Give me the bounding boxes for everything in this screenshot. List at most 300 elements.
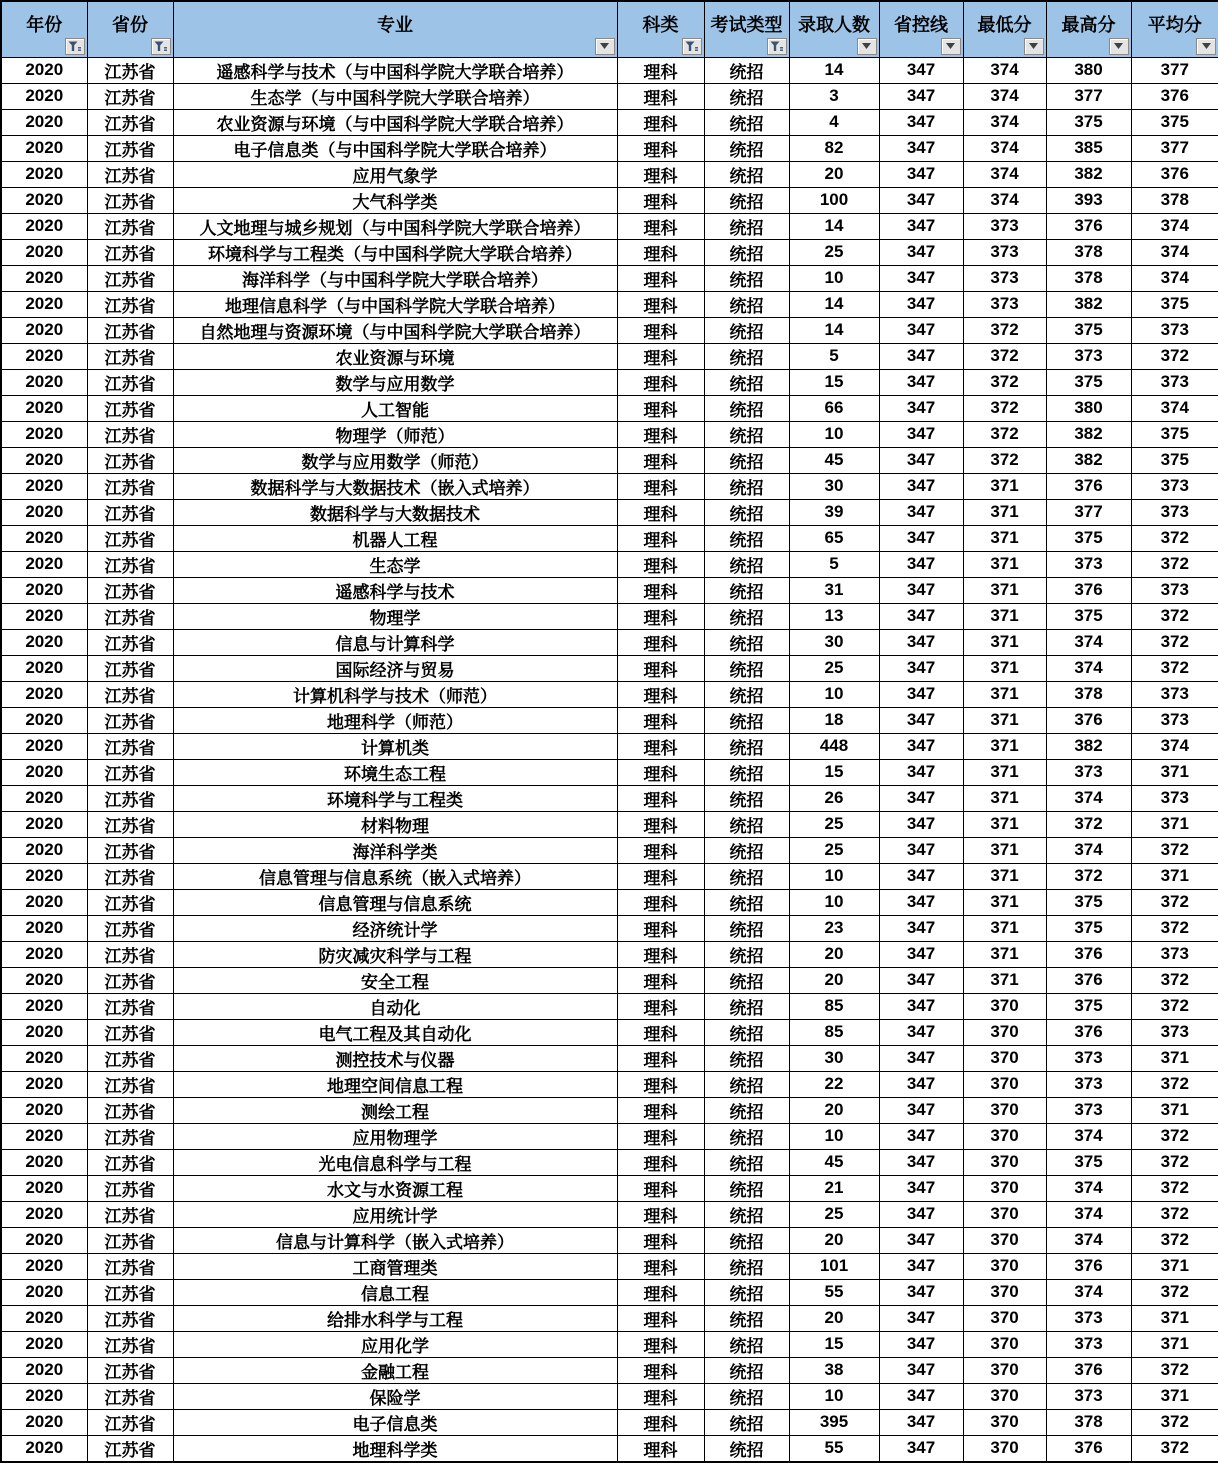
filter-dropdown-button[interactable] [1109, 38, 1129, 55]
cell-min-score: 373 [963, 291, 1046, 317]
cell-admitted: 25 [789, 239, 879, 265]
cell-avg-score: 371 [1131, 1253, 1218, 1279]
cell-major: 农业资源与环境 [173, 343, 617, 369]
cell-province: 江苏省 [87, 83, 173, 109]
cell-province: 江苏省 [87, 109, 173, 135]
cell-major: 自然地理与资源环境（与中国科学院大学联合培养） [173, 317, 617, 343]
cell-province: 江苏省 [87, 57, 173, 83]
cell-avg-score: 377 [1131, 57, 1218, 83]
cell-year: 2020 [1, 733, 87, 759]
cell-major: 信息工程 [173, 1279, 617, 1305]
cell-major: 防灾减灾科学与工程 [173, 941, 617, 967]
cell-major: 国际经济与贸易 [173, 655, 617, 681]
cell-admitted: 15 [789, 759, 879, 785]
cell-avg-score: 373 [1131, 499, 1218, 525]
cell-year: 2020 [1, 1123, 87, 1149]
cell-exam-type: 统招 [704, 161, 789, 187]
table-row [1, 239, 1218, 265]
cell-min-score: 371 [963, 863, 1046, 889]
cell-category: 理科 [617, 1019, 704, 1045]
cell-province-line: 347 [879, 655, 963, 681]
cell-major: 环境科学与工程类 [173, 785, 617, 811]
cell-avg-score: 372 [1131, 1435, 1218, 1462]
column-header-label: 平均分 [1147, 15, 1202, 36]
cell-min-score: 370 [963, 1201, 1046, 1227]
cell-province-line: 347 [879, 1123, 963, 1149]
cell-admitted: 18 [789, 707, 879, 733]
cell-min-score: 371 [963, 811, 1046, 837]
cell-major: 测控技术与仪器 [173, 1045, 617, 1071]
cell-category: 理科 [617, 57, 704, 83]
cell-min-score: 372 [963, 343, 1046, 369]
cell-admitted: 38 [789, 1357, 879, 1383]
cell-min-score: 372 [963, 369, 1046, 395]
cell-province-line: 347 [879, 915, 963, 941]
table-row [1, 733, 1218, 759]
cell-category: 理科 [617, 915, 704, 941]
cell-year: 2020 [1, 759, 87, 785]
cell-category: 理科 [617, 83, 704, 109]
cell-province: 江苏省 [87, 1383, 173, 1409]
cell-major: 应用气象学 [173, 161, 617, 187]
cell-exam-type: 统招 [704, 83, 789, 109]
cell-exam-type: 统招 [704, 837, 789, 863]
cell-exam-type: 统招 [704, 291, 789, 317]
dropdown-arrow-icon [600, 43, 609, 49]
cell-min-score: 371 [963, 525, 1046, 551]
cell-category: 理科 [617, 837, 704, 863]
cell-min-score: 370 [963, 1357, 1046, 1383]
table-row [1, 889, 1218, 915]
cell-major: 信息管理与信息系统 [173, 889, 617, 915]
cell-major: 保险学 [173, 1383, 617, 1409]
cell-min-score: 370 [963, 1279, 1046, 1305]
filter-dropdown-button[interactable] [941, 38, 961, 55]
cell-admitted: 10 [789, 265, 879, 291]
cell-province-line: 347 [879, 1071, 963, 1097]
table-row [1, 1279, 1218, 1305]
cell-major: 海洋科学（与中国科学院大学联合培养） [173, 265, 617, 291]
cell-max-score: 374 [1046, 785, 1131, 811]
cell-exam-type: 统招 [704, 317, 789, 343]
cell-exam-type: 统招 [704, 1227, 789, 1253]
cell-year: 2020 [1, 707, 87, 733]
cell-major: 自动化 [173, 993, 617, 1019]
cell-max-score: 382 [1046, 447, 1131, 473]
cell-major: 材料物理 [173, 811, 617, 837]
column-header-label: 省份 [112, 15, 148, 36]
filter-funnel-icon [770, 41, 783, 52]
cell-major: 应用统计学 [173, 1201, 617, 1227]
cell-max-score: 376 [1046, 1019, 1131, 1045]
table-row [1, 1045, 1218, 1071]
cell-major: 电气工程及其自动化 [173, 1019, 617, 1045]
cell-min-score: 370 [963, 1331, 1046, 1357]
cell-category: 理科 [617, 1149, 704, 1175]
cell-province: 江苏省 [87, 1123, 173, 1149]
cell-min-score: 370 [963, 1435, 1046, 1462]
cell-province-line: 347 [879, 1201, 963, 1227]
cell-province-line: 347 [879, 1045, 963, 1071]
cell-year: 2020 [1, 57, 87, 83]
cell-category: 理科 [617, 759, 704, 785]
table-row [1, 993, 1218, 1019]
cell-avg-score: 373 [1131, 941, 1218, 967]
cell-min-score: 370 [963, 1383, 1046, 1409]
cell-year: 2020 [1, 1227, 87, 1253]
cell-major: 信息与计算科学 [173, 629, 617, 655]
cell-min-score: 370 [963, 1071, 1046, 1097]
cell-avg-score: 373 [1131, 707, 1218, 733]
cell-year: 2020 [1, 1331, 87, 1357]
cell-province-line: 347 [879, 83, 963, 109]
cell-major: 遥感科学与技术（与中国科学院大学联合培养） [173, 57, 617, 83]
filter-funnel-button[interactable] [65, 38, 85, 55]
table-row [1, 967, 1218, 993]
cell-admitted: 100 [789, 187, 879, 213]
cell-province-line: 347 [879, 629, 963, 655]
cell-province: 江苏省 [87, 681, 173, 707]
cell-category: 理科 [617, 603, 704, 629]
cell-exam-type: 统招 [704, 1357, 789, 1383]
cell-province-line: 347 [879, 603, 963, 629]
table-row [1, 265, 1218, 291]
filter-dropdown-button[interactable] [1196, 38, 1216, 55]
cell-exam-type: 统招 [704, 707, 789, 733]
cell-exam-type: 统招 [704, 551, 789, 577]
cell-province-line: 347 [879, 473, 963, 499]
cell-major: 数学与应用数学 [173, 369, 617, 395]
table-row [1, 395, 1218, 421]
cell-avg-score: 374 [1131, 239, 1218, 265]
cell-province: 江苏省 [87, 1227, 173, 1253]
cell-avg-score: 374 [1131, 733, 1218, 759]
cell-admitted: 30 [789, 629, 879, 655]
cell-exam-type: 统招 [704, 811, 789, 837]
cell-max-score: 375 [1046, 109, 1131, 135]
cell-province: 江苏省 [87, 135, 173, 161]
cell-admitted: 30 [789, 1045, 879, 1071]
cell-exam-type: 统招 [704, 57, 789, 83]
cell-province: 江苏省 [87, 629, 173, 655]
cell-province: 江苏省 [87, 785, 173, 811]
cell-province: 江苏省 [87, 1201, 173, 1227]
column-header-label: 录取人数 [798, 15, 870, 36]
filter-funnel-button[interactable] [682, 38, 702, 55]
cell-avg-score: 372 [1131, 837, 1218, 863]
cell-avg-score: 372 [1131, 915, 1218, 941]
cell-year: 2020 [1, 109, 87, 135]
table-row [1, 291, 1218, 317]
cell-province: 江苏省 [87, 473, 173, 499]
cell-max-score: 376 [1046, 577, 1131, 603]
cell-major: 大气科学类 [173, 187, 617, 213]
cell-avg-score: 375 [1131, 447, 1218, 473]
cell-admitted: 14 [789, 291, 879, 317]
cell-admitted: 20 [789, 1305, 879, 1331]
column-header-label: 省控线 [894, 15, 948, 36]
cell-province: 江苏省 [87, 161, 173, 187]
cell-avg-score: 372 [1131, 1149, 1218, 1175]
cell-avg-score: 372 [1131, 525, 1218, 551]
cell-year: 2020 [1, 577, 87, 603]
cell-avg-score: 372 [1131, 1409, 1218, 1435]
cell-province: 江苏省 [87, 1045, 173, 1071]
cell-exam-type: 统招 [704, 1435, 789, 1462]
cell-min-score: 372 [963, 421, 1046, 447]
cell-max-score: 372 [1046, 811, 1131, 837]
filter-funnel-button[interactable] [767, 38, 787, 55]
cell-admitted: 14 [789, 317, 879, 343]
cell-category: 理科 [617, 317, 704, 343]
cell-avg-score: 372 [1131, 1227, 1218, 1253]
cell-avg-score: 372 [1131, 655, 1218, 681]
table-row [1, 213, 1218, 239]
filter-dropdown-button[interactable] [1024, 38, 1044, 55]
cell-exam-type: 统招 [704, 941, 789, 967]
cell-major: 地理空间信息工程 [173, 1071, 617, 1097]
column-header-province [87, 1, 173, 57]
cell-province: 江苏省 [87, 187, 173, 213]
cell-avg-score: 378 [1131, 187, 1218, 213]
cell-max-score: 385 [1046, 135, 1131, 161]
table-row [1, 759, 1218, 785]
table-row [1, 343, 1218, 369]
cell-admitted: 85 [789, 1019, 879, 1045]
cell-exam-type: 统招 [704, 499, 789, 525]
cell-major: 电子信息类 [173, 1409, 617, 1435]
cell-year: 2020 [1, 655, 87, 681]
cell-category: 理科 [617, 135, 704, 161]
cell-min-score: 371 [963, 629, 1046, 655]
cell-min-score: 370 [963, 1253, 1046, 1279]
cell-major: 经济统计学 [173, 915, 617, 941]
cell-province: 江苏省 [87, 1175, 173, 1201]
cell-province-line: 347 [879, 1019, 963, 1045]
cell-exam-type: 统招 [704, 1045, 789, 1071]
cell-avg-score: 376 [1131, 161, 1218, 187]
cell-province-line: 347 [879, 967, 963, 993]
table-row [1, 551, 1218, 577]
cell-category: 理科 [617, 655, 704, 681]
cell-category: 理科 [617, 109, 704, 135]
cell-year: 2020 [1, 1409, 87, 1435]
cell-exam-type: 统招 [704, 1201, 789, 1227]
table-row [1, 109, 1218, 135]
cell-major: 数据科学与大数据技术 [173, 499, 617, 525]
cell-admitted: 55 [789, 1279, 879, 1305]
dropdown-arrow-icon [1114, 43, 1123, 49]
cell-max-score: 373 [1046, 1331, 1131, 1357]
cell-avg-score: 372 [1131, 1175, 1218, 1201]
cell-admitted: 10 [789, 863, 879, 889]
cell-province-line: 347 [879, 1227, 963, 1253]
cell-admitted: 15 [789, 1331, 879, 1357]
table-row [1, 369, 1218, 395]
cell-avg-score: 372 [1131, 1123, 1218, 1149]
cell-admitted: 5 [789, 551, 879, 577]
cell-year: 2020 [1, 1071, 87, 1097]
cell-year: 2020 [1, 1097, 87, 1123]
cell-year: 2020 [1, 1357, 87, 1383]
cell-province: 江苏省 [87, 993, 173, 1019]
cell-category: 理科 [617, 551, 704, 577]
table-row [1, 811, 1218, 837]
table-row [1, 1435, 1218, 1462]
cell-exam-type: 统招 [704, 889, 789, 915]
cell-major: 遥感科学与技术 [173, 577, 617, 603]
cell-year: 2020 [1, 447, 87, 473]
cell-major: 光电信息科学与工程 [173, 1149, 617, 1175]
cell-category: 理科 [617, 577, 704, 603]
cell-admitted: 25 [789, 1201, 879, 1227]
filter-dropdown-button[interactable] [595, 38, 615, 55]
cell-avg-score: 371 [1131, 1097, 1218, 1123]
cell-avg-score: 373 [1131, 317, 1218, 343]
column-header-max-score [1046, 1, 1131, 57]
cell-category: 理科 [617, 889, 704, 915]
cell-province-line: 347 [879, 499, 963, 525]
cell-max-score: 376 [1046, 1435, 1131, 1462]
header-row [1, 1, 1218, 57]
cell-category: 理科 [617, 395, 704, 421]
cell-category: 理科 [617, 1175, 704, 1201]
cell-major: 地理信息科学（与中国科学院大学联合培养） [173, 291, 617, 317]
cell-province: 江苏省 [87, 421, 173, 447]
column-header-label: 科类 [642, 15, 679, 36]
cell-avg-score: 371 [1131, 1383, 1218, 1409]
cell-category: 理科 [617, 785, 704, 811]
table-row [1, 655, 1218, 681]
table-row [1, 1305, 1218, 1331]
cell-admitted: 10 [789, 1383, 879, 1409]
cell-province-line: 347 [879, 811, 963, 837]
cell-avg-score: 372 [1131, 1201, 1218, 1227]
cell-category: 理科 [617, 1123, 704, 1149]
column-header-admitted [789, 1, 879, 57]
cell-province: 江苏省 [87, 1253, 173, 1279]
cell-province: 江苏省 [87, 499, 173, 525]
cell-admitted: 395 [789, 1409, 879, 1435]
cell-province: 江苏省 [87, 577, 173, 603]
filter-funnel-button[interactable] [151, 38, 171, 55]
cell-major: 金融工程 [173, 1357, 617, 1383]
cell-admitted: 10 [789, 421, 879, 447]
cell-province: 江苏省 [87, 369, 173, 395]
cell-admitted: 15 [789, 369, 879, 395]
column-header-label: 年份 [26, 15, 63, 36]
cell-major: 地理科学类 [173, 1435, 617, 1462]
cell-min-score: 371 [963, 941, 1046, 967]
cell-year: 2020 [1, 421, 87, 447]
cell-province-line: 347 [879, 1435, 963, 1462]
cell-min-score: 373 [963, 213, 1046, 239]
cell-max-score: 376 [1046, 1253, 1131, 1279]
cell-max-score: 375 [1046, 603, 1131, 629]
cell-major: 环境科学与工程类（与中国科学院大学联合培养） [173, 239, 617, 265]
cell-admitted: 20 [789, 967, 879, 993]
cell-year: 2020 [1, 1201, 87, 1227]
cell-max-score: 374 [1046, 1123, 1131, 1149]
cell-max-score: 375 [1046, 1149, 1131, 1175]
cell-min-score: 373 [963, 239, 1046, 265]
cell-year: 2020 [1, 1253, 87, 1279]
cell-category: 理科 [617, 447, 704, 473]
cell-major: 水文与水资源工程 [173, 1175, 617, 1201]
cell-province-line: 347 [879, 1149, 963, 1175]
cell-year: 2020 [1, 161, 87, 187]
cell-province: 江苏省 [87, 239, 173, 265]
cell-province-line: 347 [879, 421, 963, 447]
cell-province: 江苏省 [87, 1149, 173, 1175]
cell-min-score: 371 [963, 785, 1046, 811]
cell-max-score: 376 [1046, 213, 1131, 239]
cell-max-score: 377 [1046, 499, 1131, 525]
cell-admitted: 25 [789, 655, 879, 681]
cell-category: 理科 [617, 1253, 704, 1279]
cell-province: 江苏省 [87, 551, 173, 577]
cell-year: 2020 [1, 941, 87, 967]
cell-avg-score: 373 [1131, 577, 1218, 603]
cell-admitted: 10 [789, 889, 879, 915]
cell-exam-type: 统招 [704, 369, 789, 395]
cell-max-score: 375 [1046, 915, 1131, 941]
cell-province-line: 347 [879, 161, 963, 187]
cell-year: 2020 [1, 785, 87, 811]
cell-admitted: 85 [789, 993, 879, 1019]
cell-year: 2020 [1, 265, 87, 291]
column-header-label: 最高分 [1061, 15, 1116, 36]
cell-year: 2020 [1, 603, 87, 629]
cell-category: 理科 [617, 369, 704, 395]
cell-min-score: 371 [963, 655, 1046, 681]
cell-province: 江苏省 [87, 967, 173, 993]
cell-min-score: 374 [963, 161, 1046, 187]
cell-major: 生态学 [173, 551, 617, 577]
column-header-province-line [879, 1, 963, 57]
cell-category: 理科 [617, 1383, 704, 1409]
cell-min-score: 374 [963, 187, 1046, 213]
cell-year: 2020 [1, 239, 87, 265]
cell-admitted: 45 [789, 1149, 879, 1175]
cell-year: 2020 [1, 629, 87, 655]
cell-year: 2020 [1, 863, 87, 889]
cell-province-line: 347 [879, 395, 963, 421]
cell-category: 理科 [617, 421, 704, 447]
filter-dropdown-button[interactable] [857, 38, 877, 55]
cell-province: 江苏省 [87, 317, 173, 343]
cell-year: 2020 [1, 1019, 87, 1045]
cell-admitted: 21 [789, 1175, 879, 1201]
cell-min-score: 371 [963, 473, 1046, 499]
cell-major: 海洋科学类 [173, 837, 617, 863]
table-body [1, 57, 1218, 1462]
cell-province: 江苏省 [87, 863, 173, 889]
cell-category: 理科 [617, 733, 704, 759]
cell-year: 2020 [1, 213, 87, 239]
cell-min-score: 370 [963, 1305, 1046, 1331]
cell-category: 理科 [617, 707, 704, 733]
cell-min-score: 370 [963, 1409, 1046, 1435]
cell-province-line: 347 [879, 551, 963, 577]
cell-province-line: 347 [879, 837, 963, 863]
table-row [1, 577, 1218, 603]
cell-province: 江苏省 [87, 1305, 173, 1331]
cell-year: 2020 [1, 551, 87, 577]
cell-province-line: 347 [879, 1357, 963, 1383]
cell-avg-score: 372 [1131, 967, 1218, 993]
cell-max-score: 382 [1046, 733, 1131, 759]
